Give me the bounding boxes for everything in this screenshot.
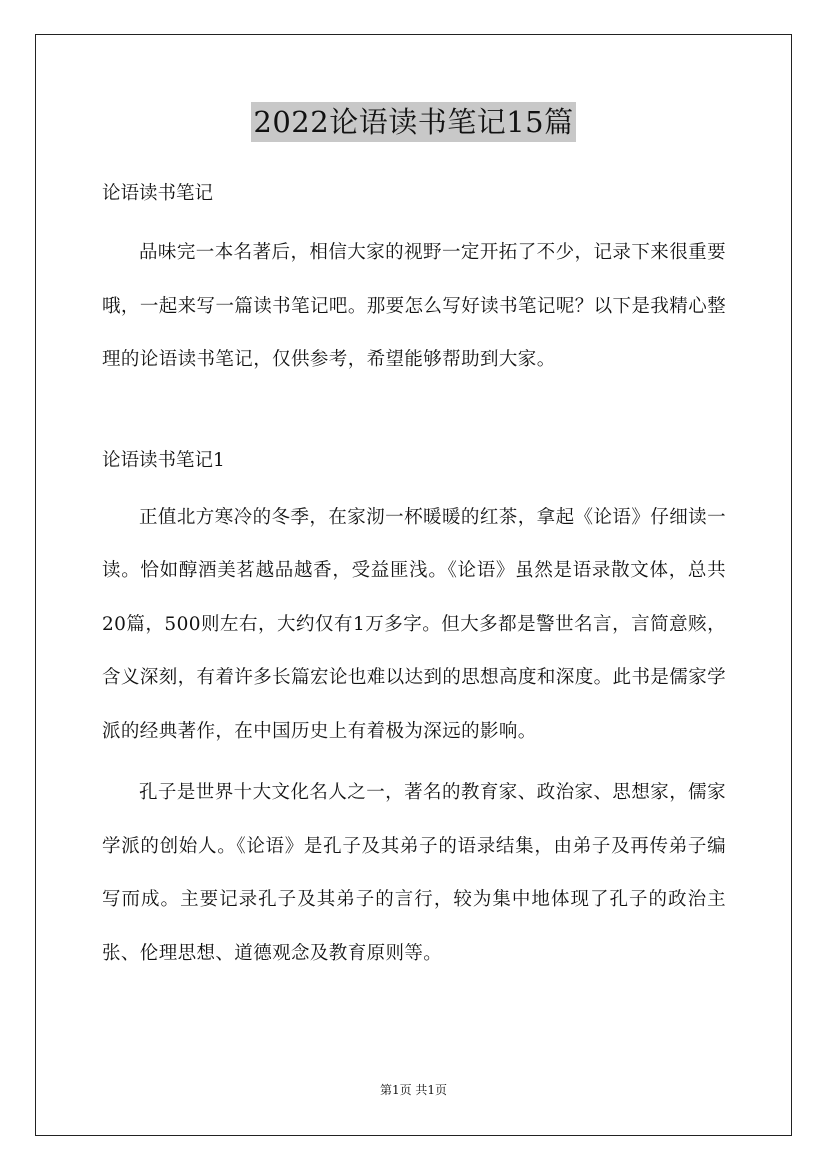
section-spacer bbox=[102, 387, 726, 439]
section1-heading: 论语读书笔记1 bbox=[102, 449, 225, 471]
intro-paragraph: 品味完一本名著后，相信大家的视野一定开拓了不少，记录下来很重要哦，一起来写一篇读书笔记吧。那要怎么写好读书笔记呢？以下是我精心整理的论语读书笔记，仅供参考，希望能够帮助到大家。 bbox=[102, 242, 726, 370]
section1-paragraph-2: 孔子是世界十大文化名人之一，著名的教育家、政治家、思想家，儒家学派的创始人。《论语》是孔子及其弟子的语录结集，由弟子及再传弟子编写而成。主要记录孔子及其弟子的言行，较为集中地体现了孔子的政治主张、伦理思想、道德观念及教育原则等。 bbox=[102, 782, 726, 964]
title-container bbox=[0, 102, 827, 142]
section1-paragraph-1: 正值北方寒冷的冬季，在家沏一杯暖暖的红茶，拿起《论语》仔细读一读。恰如醇酒美茗越品越香，受益匪浅。《论语》虽然是语录散文体，总共20篇，500则左右，大约仅有1万多字。但大多都是警世名言，言简意赅，含义深刻，有着许多长篇宏论也难以达到的思想高度和深度。此书是儒家学派的经典著作，在中国历史上有着极为深远的影响。 bbox=[102, 506, 726, 742]
document-title: 2022论语读书笔记15篇 bbox=[251, 102, 575, 142]
page-number-footer: 第1页 共1页 bbox=[379, 1083, 448, 1097]
intro-heading: 论语读书笔记 bbox=[102, 183, 214, 204]
document-body bbox=[102, 172, 726, 980]
